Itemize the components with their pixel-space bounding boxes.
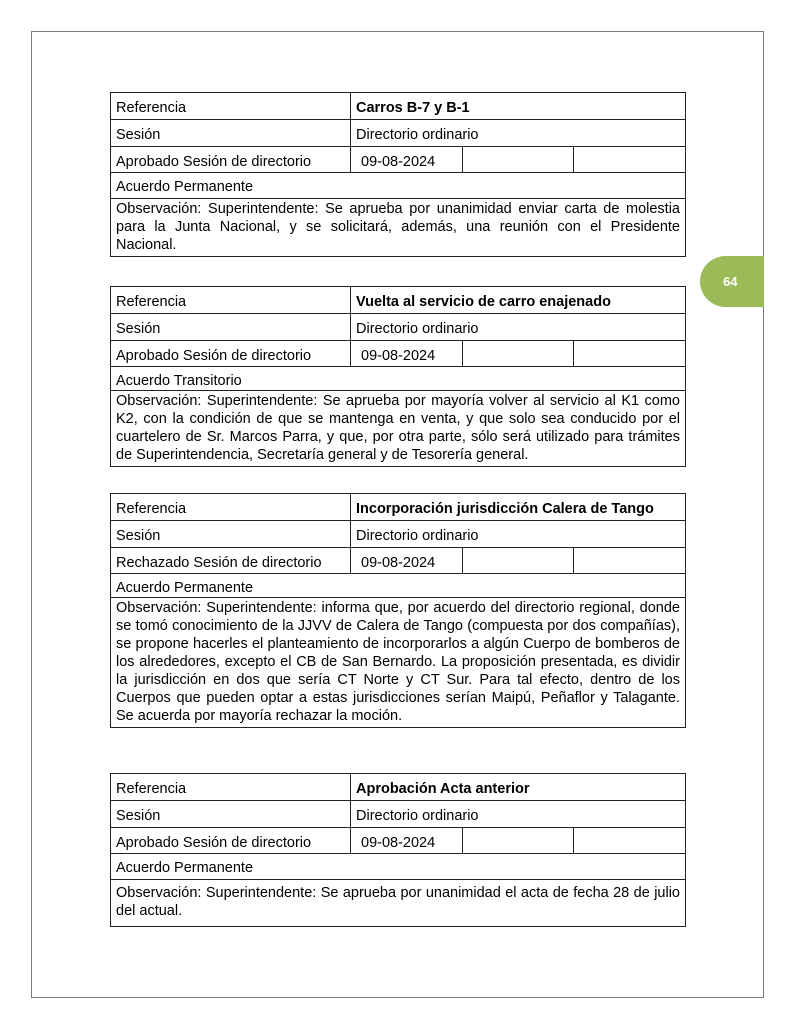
record-title: Incorporación jurisdicción Calera de Tango [356, 501, 654, 517]
record-row-reference [111, 287, 685, 314]
record-row-session [111, 120, 685, 147]
empty-cell [574, 828, 685, 853]
record-title: Vuelta al servicio de carro enajenado [356, 294, 611, 310]
approval-date: 09-08-2024 [351, 147, 463, 172]
reference-label: Referencia [111, 93, 351, 119]
record-row-approval [111, 548, 685, 574]
session-label: Sesión [111, 801, 351, 827]
agreement-type: Acuerdo Permanente [116, 580, 254, 596]
approval-label: Aprobado Sesión de directorio [111, 828, 351, 853]
agreement-type: Acuerdo Transitorio [116, 373, 242, 389]
approval-label: Rechazado Sesión de directorio [111, 548, 351, 573]
approval-date: 09-08-2024 [351, 548, 463, 573]
agreement-type: Acuerdo Permanente [116, 179, 254, 195]
record-row-session [111, 314, 685, 341]
agreement-record-2 [110, 286, 686, 467]
observation-text: Observación: Superintendente: Se aprueba por unanimidad el acta de fecha 28 de julio del actual. [116, 885, 680, 919]
record-row-approval [111, 147, 685, 173]
empty-cell [574, 147, 685, 172]
session-value: Directorio ordinario [356, 127, 479, 143]
session-value: Directorio ordinario [356, 528, 479, 544]
reference-label: Referencia [111, 774, 351, 800]
empty-cell [463, 147, 574, 172]
session-label: Sesión [111, 120, 351, 146]
agreement-record-3 [110, 493, 686, 728]
reference-label: Referencia [111, 287, 351, 313]
record-row-reference [111, 93, 685, 120]
approval-date: 09-08-2024 [351, 341, 463, 366]
record-row-session [111, 521, 685, 548]
record-row-approval [111, 341, 685, 367]
record-row-agreement [111, 173, 685, 199]
record-row-reference [111, 774, 685, 801]
record-row-agreement [111, 367, 685, 391]
session-label: Sesión [111, 314, 351, 340]
agreement-record-1 [110, 92, 686, 257]
observation-text: Observación: Superintendente: Se aprueba por unanimidad enviar carta de molestia para la Junta Nacional, y se solicitará, además, una reunión con el Presidente Nacional. [116, 201, 680, 253]
approval-label: Aprobado Sesión de directorio [111, 341, 351, 366]
empty-cell [463, 828, 574, 853]
record-row-session [111, 801, 685, 828]
record-row-observation [111, 598, 685, 727]
record-row-agreement [111, 574, 685, 598]
empty-cell [574, 548, 685, 573]
approval-date: 09-08-2024 [351, 828, 463, 853]
agreement-type: Acuerdo Permanente [116, 860, 254, 876]
reference-label: Referencia [111, 494, 351, 520]
agreement-record-4 [110, 773, 686, 927]
record-row-agreement [111, 854, 685, 880]
record-row-observation [111, 391, 685, 466]
empty-cell [574, 341, 685, 366]
empty-cell [463, 341, 574, 366]
record-title: Carros B-7 y B-1 [356, 100, 470, 116]
page-number-badge: 64 [700, 256, 764, 307]
observation-text: Observación: Superintendente: informa que, por acuerdo del directorio regional, donde se tomó conocimiento de la JJVV de Calera de Tango (compuesta por dos compañías), se propone hacerles el planteamiento de incorporarlos a algún Cuerpo de bomberos de los alrededores, excepto el CB de San Bernardo. La proposición presentada, es dividir la jurisdicción en dos que sería CT Norte y CT Sur. Para tal efecto, dentro de los Cuerpos que pueden optar a estas jurisdicciones serían Maipú, Peñaflor y Talagante. Se acuerda por mayoría rechazar la moción. [116, 600, 680, 724]
record-row-observation [111, 880, 685, 926]
record-row-observation [111, 199, 685, 256]
record-row-approval [111, 828, 685, 854]
empty-cell [463, 548, 574, 573]
session-label: Sesión [111, 521, 351, 547]
record-row-reference [111, 494, 685, 521]
session-value: Directorio ordinario [356, 808, 479, 824]
observation-text: Observación: Superintendente: Se aprueba por mayoría volver al servicio al K1 como K2, con la condición de que se mantenga en venta, y que solo sea conducido por el cuartelero de Sr. Marcos Parra, y que, por otra parte, sólo será utilizado para trámites de Superintendencia, Secretaría general y de Tesorería general. [116, 393, 680, 463]
session-value: Directorio ordinario [356, 321, 479, 337]
record-title: Aprobación Acta anterior [356, 781, 530, 797]
approval-label: Aprobado Sesión de directorio [111, 147, 351, 172]
